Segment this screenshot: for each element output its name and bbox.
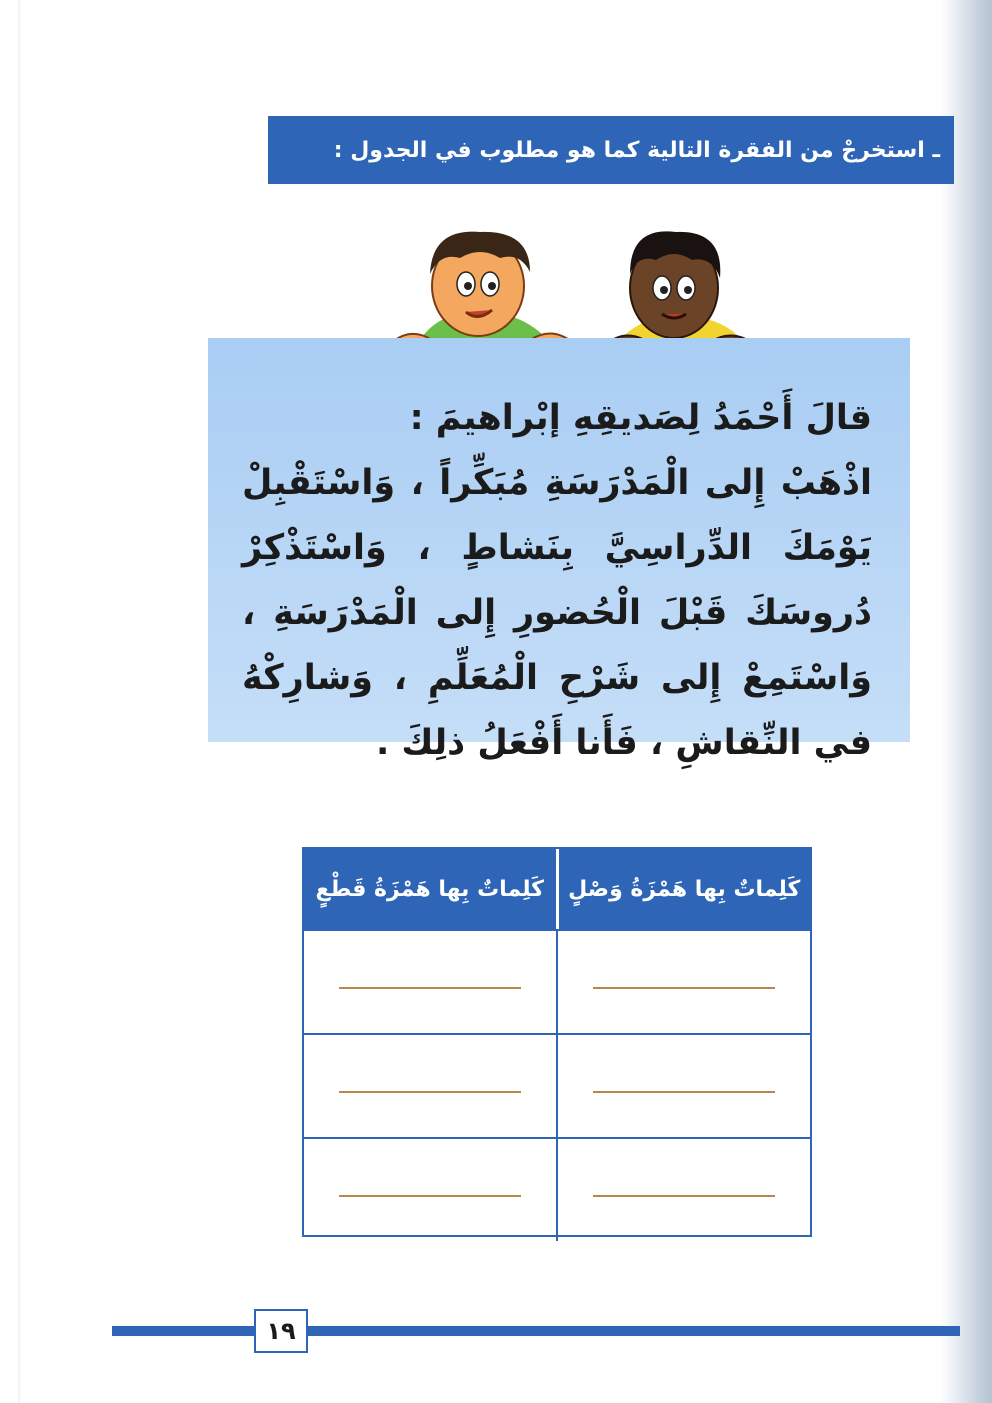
page-edge — [18, 0, 22, 1403]
answer-blank-line — [339, 987, 521, 989]
page-number-text: ١٩ — [266, 1317, 296, 1345]
answer-blank-line — [339, 1195, 521, 1197]
instruction-text: ـ استخرجْ من الفقرة التالية كما هو مطلوب في الجدول : — [333, 137, 940, 163]
passage-body: اذْهَبْ إِلى الْمَدْرَسَةِ مُبَكِّراً ، وَاسْتَقْبِلْ يَوْمَكَ الدِّراسِيَّ بِنَشاطٍ ، وَاسْتَذْكِرْ دُروسَكَ قَبْلَ الْحُضورِ إِلى الْمَدْرَسَةِ ، وَاسْتَمِعْ إِلى شَرْحِ الْمُعَلِّمِ ، وَشارِكْهُ في النِّقاشِ ، فَأَنا أَفْعَلُ ذلِكَ . — [242, 463, 872, 763]
answer-blank-line — [593, 1091, 775, 1093]
answer-blank-line — [339, 1091, 521, 1093]
footer-rule — [112, 1326, 960, 1336]
boy-left-illustration — [390, 232, 572, 355]
answer-cell-wasl[interactable] — [558, 931, 810, 1033]
table-row — [304, 929, 810, 1033]
passage-opening-line: قالَ أَحْمَدُ لِصَديقِهِ إبْراهيمَ : — [409, 398, 872, 438]
answer-cell-qat[interactable] — [304, 1035, 558, 1137]
table-row — [304, 1137, 810, 1241]
reading-passage — [208, 338, 910, 763]
answer-cell-wasl[interactable] — [558, 1035, 810, 1137]
page-number — [254, 1309, 308, 1353]
answer-blank-line — [593, 1195, 775, 1197]
answer-blank-line — [593, 987, 775, 989]
instruction-banner — [268, 116, 954, 184]
answer-cell-qat[interactable] — [304, 1139, 558, 1241]
header-wasl-words: كَلِماتٌ بِها هَمْزَةُ وَصْلٍ — [568, 876, 801, 902]
answer-cell-qat[interactable] — [304, 931, 558, 1033]
table-header — [304, 849, 810, 929]
answer-cell-wasl[interactable] — [558, 1139, 810, 1241]
extraction-table — [302, 847, 812, 1237]
table-row — [304, 1033, 810, 1137]
header-qat-words: كَلِماتٌ بِها هَمْزَةُ قَطْعٍ — [304, 849, 559, 929]
book-spine-shadow — [940, 0, 992, 1403]
